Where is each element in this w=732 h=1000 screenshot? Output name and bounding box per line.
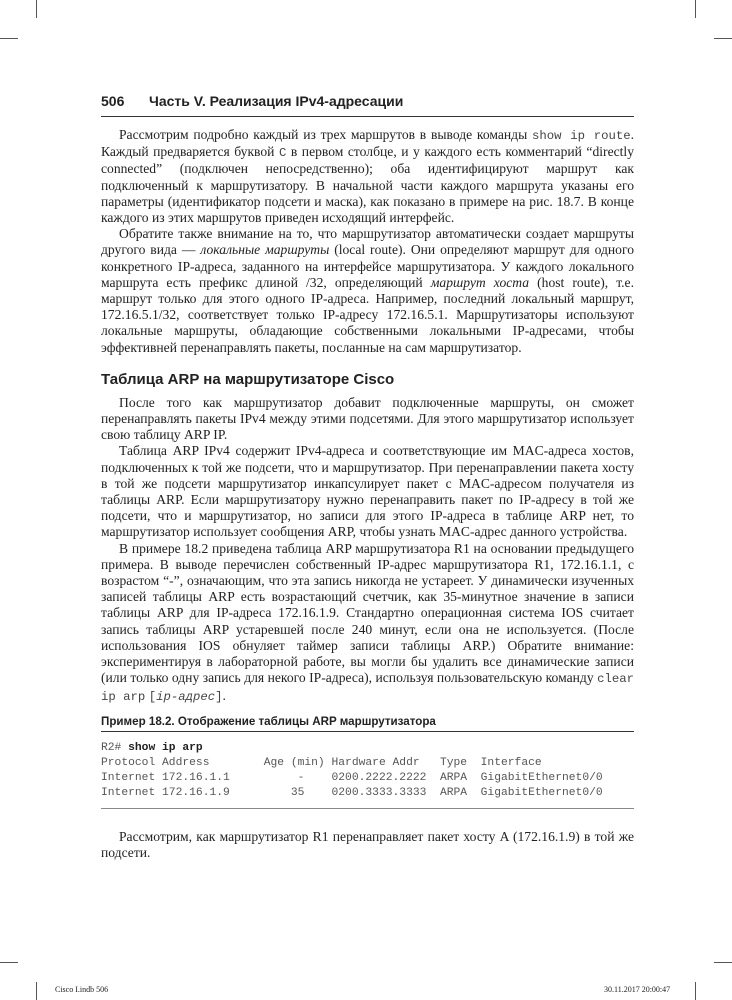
example-bottom-rule <box>101 808 634 809</box>
section-heading: Таблица ARP на маршрутизаторе Cisco <box>101 370 395 388</box>
text: В примере 18.2 приведена таблица ARP маршрутизатора R1 на основании предыдущего примера. В выводе перечислен собственный IP-адрес маршрутизатора R1, 172.16.1.1, с возрастом “-”, означающим, что эта запись никогда не устареет. У динамически изученных записей таблицы ARP есть возрастающий счетчик, как 35-минутное значение в записи таблицы ARP для IP-адреса 172.16.1.9. Стандартно операционная система IOS считает запись таблицы ARP устаревшей после 240 минут, если она не используется. (После использования IOS обнуляет таймер записи таблицы ARP.) Обратите внимание: экспериментируя в лабораторной работе, вы могли бы удалить все динамические записи (или только одну запись для некого IP-адреса), используя пользовательскую команду <box>101 540 634 686</box>
command-argument: ip-адрес <box>156 689 216 704</box>
text: (local route). Они определяют маршрут для одного конкретного IP-адреса, заданного на интерфейсе маршрутизатора. У каждого локального маршрута есть префикс длиной /32, определяющий <box>101 242 634 290</box>
code-table-row: Internet 172.16.1.1 - 0200.2222.2222 ARPA GigabitEthernet0/0 <box>101 771 603 784</box>
running-header <box>101 93 634 113</box>
text: (host route), т.е. маршрут только для этого одного IP-адреса. Например, последний локальный маршрут, 172.16.5.1/32, соответствует только IP-адресу 172.16.5.1. Маршрутизаторы используют локальные маршруты, обладающие собственными локальными IP-адресами, чтобы эффективней перенаправлять пакеты, посланные на сам маршрутизатор. <box>101 274 634 355</box>
running-title: Часть V. Реализация IPv4-адресации <box>149 93 404 109</box>
crop-mark <box>0 962 18 963</box>
code-table-header: Protocol Address Age (min) Hardware Addr Type Interface <box>101 756 542 769</box>
crop-mark <box>36 982 37 1000</box>
code-table <box>101 757 603 799</box>
page-body <box>101 127 634 861</box>
crop-mark <box>36 0 37 18</box>
inline-command-arg: [ip-адрес] <box>148 689 223 704</box>
inline-command: C <box>278 146 287 161</box>
crop-mark <box>695 982 696 1000</box>
emphasis: маршрут хоста <box>430 274 530 290</box>
paragraph: Рассмотрим, как маршрутизатор R1 перенаправляет пакет хосту A (172.16.1.9) в той же подсети. <box>101 828 634 860</box>
footer-left: Cisco I.indb 506 <box>55 985 109 994</box>
code-listing <box>101 741 634 801</box>
paragraph: После того как маршрутизатор добавит подключенные маршруты, он сможет перенаправлять пакеты IPv4 между этими подсетями. Для этого маршрутизатор использует свою таблицу ARP IP. <box>101 394 634 443</box>
inline-command: clear ip arp <box>101 672 634 704</box>
header-rule <box>101 116 634 117</box>
text: в первом столбце, и у каждого есть комментарий “directly connected” (подключен непосредственно); оба идентифицируют маршрут как подключенный к маршрутизатору. В начальной части каждого маршрута указаны его параметры (идентификатор подсети и маска), как показано в примере на рис. 18.7. В конце каждого из этих маршрутов приведен исходящий интерфейс. <box>101 144 634 226</box>
paragraph <box>101 541 634 705</box>
text: . Каждый предваряется буквой <box>101 127 634 160</box>
crop-mark <box>695 0 696 18</box>
code-command: show ip arp <box>128 741 203 754</box>
footer-right: 30.11.2017 20:00:47 <box>604 985 671 994</box>
crop-mark <box>0 38 18 39</box>
paragraph <box>101 127 634 226</box>
page-number: 506 <box>101 93 125 109</box>
example-top-rule <box>101 731 634 732</box>
crop-mark <box>714 38 732 39</box>
text: . <box>222 687 226 703</box>
code-table-row: Internet 172.16.1.9 35 0200.3333.3333 ARPA GigabitEthernet0/0 <box>101 786 603 799</box>
paragraph: Таблица ARP IPv4 содержит IPv4-адреса и соответствующие им MAC-адреса хостов, подключенных к той же подсети, что и маршрутизатор. При перенаправлении пакета хосту в той же подсети маршрутизатор инкапсулирует пакет с MAC-адресом получателя из таблицы ARP. Если маршрутизатору нужно перенаправить пакет по IP-адресу в той же подсети, что и маршрутизатор, но записи для этого IP-адреса в таблице ARP нет, то маршрутизатор использует сообщения ARP, чтобы узнать MAC-адрес данного устройства. <box>101 443 634 540</box>
text: Обратите также внимание на то, что маршрутизатор автоматически создает маршруты другого вида — <box>101 226 634 258</box>
crop-mark <box>714 962 732 963</box>
text: Рассмотрим подробно каждый из трех маршрутов в выводе команды <box>119 127 532 142</box>
inline-command: show ip route <box>531 129 631 143</box>
paragraph <box>101 226 634 356</box>
emphasis: локальные маршруты <box>200 242 330 258</box>
code-prompt: R2# <box>101 741 122 754</box>
example-title: Пример 18.2. Отображение таблицы ARP маршрутизатора <box>101 714 436 728</box>
